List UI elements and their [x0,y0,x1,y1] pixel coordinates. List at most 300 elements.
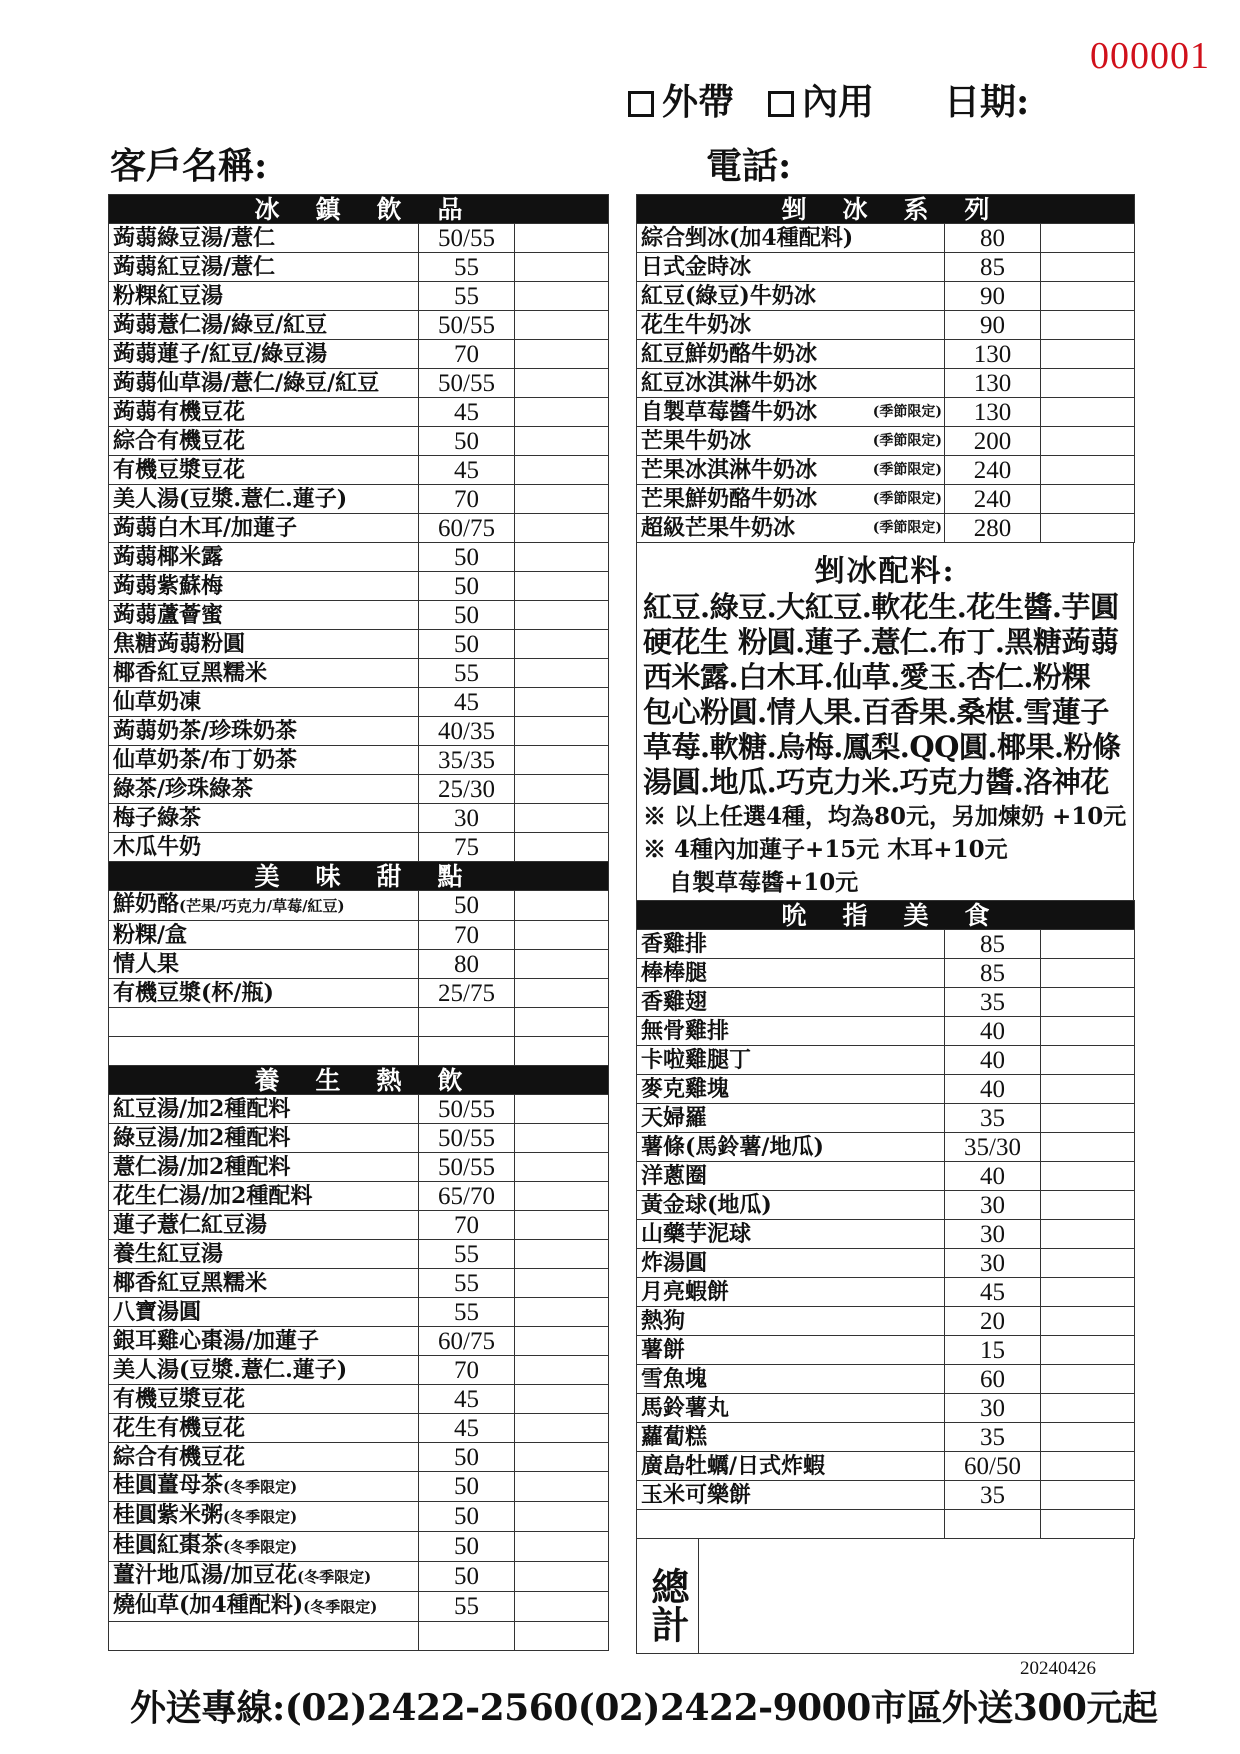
item-note: (冬季限定) [223,1508,298,1526]
menu-item-row[interactable] [637,340,1135,369]
item-name-text: 粉粿/盒 [113,921,188,948]
item-name [637,224,945,253]
item-name-text: 情人果 [113,950,180,977]
item-price: 200 [945,427,1041,456]
item-price: 30 [945,1191,1041,1220]
item-name [109,1385,419,1414]
menu-item-row[interactable] [637,1104,1135,1133]
quantity-cell[interactable] [515,1124,609,1153]
quantity-cell[interactable] [1041,427,1135,456]
quantity-cell[interactable] [1041,398,1135,427]
item-name-text: 銀耳雞心棗湯/加蓮子 [113,1327,320,1354]
item-name [637,369,945,398]
quantity-cell[interactable] [1041,514,1135,543]
quantity-cell[interactable] [515,1356,609,1385]
menu-item-row[interactable] [637,224,1135,253]
section-header [109,1066,609,1095]
menu-item-row[interactable] [109,1414,609,1443]
menu-item-row[interactable] [109,398,609,427]
item-price: 50 [419,427,515,456]
item-name-text: 蒟蒻紅豆湯/薏仁 [113,253,276,280]
item-price: 35/30 [945,1133,1041,1162]
menu-item-row[interactable] [109,485,609,514]
total-label: 總計 [637,1539,699,1653]
item-price: 70 [419,1356,515,1385]
quantity-cell[interactable] [1041,1046,1135,1075]
item-name-text: 蒟蒻紫蘇梅 [113,572,224,599]
menu-item-row[interactable] [109,891,609,921]
quantity-cell[interactable] [515,1385,609,1414]
item-name [637,1481,945,1510]
item-name-text: 有機豆漿(杯/瓶) [113,979,274,1006]
menu-item-row[interactable] [109,311,609,340]
quantity-cell[interactable] [515,572,609,601]
quantity-cell[interactable] [1041,311,1135,340]
quantity-cell[interactable] [515,804,609,833]
menu-item-row[interactable] [637,1307,1135,1336]
menu-item-row[interactable] [637,1133,1135,1162]
item-name-text: 養生紅豆湯 [113,1240,224,1267]
quantity-cell[interactable] [515,950,609,979]
quantity-cell[interactable] [1041,1220,1135,1249]
menu-item-row[interactable] [637,514,1135,543]
item-name [109,1095,419,1124]
menu-item-row[interactable] [637,1249,1135,1278]
quantity-cell[interactable] [515,543,609,572]
menu-item-row[interactable] [637,485,1135,514]
item-name [109,514,419,543]
section-header [637,901,1135,930]
item-price: 55 [419,282,515,311]
menu-item-row[interactable] [109,833,609,862]
menu-item-row[interactable] [109,601,609,630]
quantity-cell[interactable] [1041,1191,1135,1220]
quantity-cell[interactable] [1041,1017,1135,1046]
item-name-text: 花生牛奶冰 [641,311,752,338]
menu-item-row[interactable] [637,1481,1135,1510]
item-price: 55 [419,1269,515,1298]
menu-item-row[interactable] [637,1220,1135,1249]
quantity-cell[interactable] [1041,369,1135,398]
item-name [109,1240,419,1269]
takeout-label: 外帶 [662,81,735,123]
item-name-text: 蒟蒻白木耳/加蓮子 [113,514,298,541]
item-name [637,398,945,427]
item-price: 30 [945,1394,1041,1423]
quantity-cell[interactable] [515,1592,609,1622]
item-name-text: 月亮蝦餅 [641,1278,730,1305]
item-price: 15 [945,1336,1041,1365]
item-name [109,775,419,804]
item-name-text: 綜合有機豆花 [113,427,246,454]
item-price: 50/55 [419,369,515,398]
quantity-cell[interactable] [1041,1307,1135,1336]
item-name-text: 八寶湯圓 [113,1298,202,1325]
item-price [945,1510,1041,1539]
item-price: 30 [419,804,515,833]
quantity-cell[interactable] [1041,1365,1135,1394]
menu-item-row[interactable] [637,1452,1135,1481]
quantity-cell[interactable] [515,427,609,456]
menu-item-row[interactable] [109,340,609,369]
quantity-cell[interactable] [1041,1104,1135,1133]
menu-item-row[interactable] [109,1443,609,1472]
item-price: 35 [945,1481,1041,1510]
item-name-text: 蒟蒻椰米露 [113,543,224,570]
item-name-text: 蒟蒻奶茶/珍珠奶茶 [113,717,298,744]
quantity-cell[interactable] [1041,1452,1135,1481]
item-price: 35 [945,988,1041,1017]
item-name [109,1443,419,1472]
menu-item-row[interactable] [109,282,609,311]
quantity-cell[interactable] [515,891,609,921]
item-price: 25/75 [419,979,515,1008]
menu-item-row[interactable] [637,456,1135,485]
menu-item-row[interactable] [637,1017,1135,1046]
menu-item-row[interactable] [109,1356,609,1385]
quantity-cell[interactable] [1041,930,1135,959]
item-name-text: 椰香紅豆黑糯米 [113,659,268,686]
item-name-text: 蒟蒻蘆薈蜜 [113,601,224,628]
menu-item-row[interactable] [637,1336,1135,1365]
item-note: (冬季限定) [223,1478,298,1496]
item-price: 240 [945,456,1041,485]
menu-item-row[interactable] [109,717,609,746]
menu-item-row[interactable] [109,1124,609,1153]
menu-item-row[interactable] [109,1385,609,1414]
quantity-cell[interactable] [515,485,609,514]
item-name [637,253,945,282]
quantity-cell[interactable] [515,979,609,1008]
item-name [109,253,419,282]
section-title: 美味甜點 [109,862,609,891]
item-price: 50/55 [419,311,515,340]
seasonal-tag: (季節限定) [872,519,942,536]
item-price: 25/30 [419,775,515,804]
quantity-cell[interactable] [1041,1249,1135,1278]
menu-item-row[interactable] [637,930,1135,959]
menu-item-row[interactable] [109,630,609,659]
item-price: 85 [945,930,1041,959]
menu-item-row[interactable] [109,1327,609,1356]
quantity-cell[interactable] [515,1153,609,1182]
item-price: 50 [419,601,515,630]
menu-item-row[interactable] [637,282,1135,311]
quantity-cell[interactable] [515,775,609,804]
item-price: 50 [419,1443,515,1472]
quantity-cell[interactable] [515,398,609,427]
menu-item-row[interactable] [109,1211,609,1240]
menu-item-row[interactable] [637,959,1135,988]
quantity-cell[interactable] [515,253,609,282]
item-name [109,456,419,485]
menu-item-row[interactable] [109,1008,609,1037]
quantity-cell[interactable] [1041,1481,1135,1510]
quantity-cell[interactable] [1041,1278,1135,1307]
item-name-text: 薯餅 [641,1336,686,1363]
quantity-cell[interactable] [515,1182,609,1211]
menu-item-row[interactable] [637,1365,1135,1394]
section-title: 剉冰系列 [637,195,1135,224]
section-header [637,195,1135,224]
menu-item-row[interactable] [109,1153,609,1182]
menu-item-row[interactable] [109,1502,609,1532]
item-name-text: 紅豆(綠豆)牛奶冰 [641,282,816,309]
quantity-cell[interactable] [515,630,609,659]
menu-item-row[interactable] [109,1562,609,1592]
item-price: 90 [945,311,1041,340]
menu-item-row[interactable] [637,1423,1135,1452]
quantity-cell[interactable] [1041,1336,1135,1365]
topping-line: 草莓.軟糖.烏梅.鳳梨.QQ圓.椰果.粉條 [643,730,1121,764]
quantity-cell[interactable] [1041,1162,1135,1191]
quantity-cell[interactable] [515,224,609,253]
menu-item-row[interactable] [637,988,1135,1017]
quantity-cell[interactable] [515,1095,609,1124]
item-name [637,1249,945,1278]
item-price: 60 [945,1365,1041,1394]
quantity-cell[interactable] [515,1327,609,1356]
quantity-cell[interactable] [515,514,609,543]
item-name [109,1008,419,1037]
item-name-text: 山藥芋泥球 [641,1220,752,1247]
menu-item-row[interactable] [109,1592,609,1622]
item-name [637,1046,945,1075]
takeout-option[interactable] [628,74,734,125]
item-name [637,514,945,543]
menu-item-row[interactable] [109,514,609,543]
quantity-cell[interactable] [515,1443,609,1472]
section-title: 冰鎮飲品 [109,195,609,224]
item-name-text: 芒果冰淇淋牛奶冰 [641,456,818,483]
menu-item-row[interactable] [109,1622,609,1651]
item-name-text: 美人湯(豆漿.薏仁.蓮子) [113,1356,348,1383]
item-name-text: 蓮子薏仁紅豆湯 [113,1211,268,1238]
item-price: 130 [945,340,1041,369]
menu-item-row[interactable] [637,1075,1135,1104]
quantity-cell[interactable] [515,1298,609,1327]
quantity-cell[interactable] [1041,224,1135,253]
menu-item-row[interactable] [637,369,1135,398]
menu-item-row[interactable] [109,427,609,456]
quantity-cell[interactable] [515,1269,609,1298]
item-name-text: 棒棒腿 [641,959,708,986]
menu-item-row[interactable] [637,1510,1135,1539]
menu-item-row[interactable] [109,543,609,572]
menu-item-row[interactable] [109,253,609,282]
item-name-text: 蘿蔔糕 [641,1423,708,1450]
quantity-cell[interactable] [1041,1133,1135,1162]
topping-line: 硬花生 粉圓.蓮子.薏仁.布丁.黑糖蒟蒻 [643,625,1119,659]
item-name-text: 燒仙草(加4種配料) [113,1592,304,1618]
quantity-cell[interactable] [515,1414,609,1443]
menu-item-row[interactable] [109,1240,609,1269]
menu-item-row[interactable] [637,427,1135,456]
quantity-cell[interactable] [515,1472,609,1502]
item-name [109,1472,419,1502]
item-price: 20 [945,1307,1041,1336]
item-name-text: 焦糖蒟蒻粉圓 [113,630,246,657]
quantity-cell[interactable] [515,1502,609,1532]
menu-item-row[interactable] [109,688,609,717]
topping-line: 包心粉圓.情人果.百香果.桑椹.雪蓮子 [643,695,1109,729]
item-note: (冬季限定) [297,1568,372,1586]
item-name [109,688,419,717]
menu-item-row[interactable] [109,746,609,775]
item-name-text: 仙草奶茶/布丁奶茶 [113,746,298,773]
item-name-text: 綜合剉冰(加4種配料) [641,224,854,251]
menu-item-row[interactable] [109,775,609,804]
quantity-cell[interactable] [515,1622,609,1651]
item-name-text: 木瓜牛奶 [113,833,202,860]
menu-item-row[interactable] [637,311,1135,340]
menu-item-row[interactable] [637,253,1135,282]
seasonal-tag: (季節限定) [872,461,942,478]
item-price: 45 [419,1414,515,1443]
item-name-text: 粉粿紅豆湯 [113,282,224,309]
menu-item-row[interactable] [109,1532,609,1562]
dinein-option[interactable] [768,74,874,125]
menu-item-row[interactable] [109,1095,609,1124]
menu-item-row[interactable] [109,950,609,979]
menu-item-row[interactable] [109,572,609,601]
menu-item-row[interactable] [109,456,609,485]
item-note: (冬季限定) [303,1598,378,1616]
quantity-cell[interactable] [515,659,609,688]
dinein-checkbox[interactable] [768,91,794,117]
quantity-cell[interactable] [515,921,609,950]
menu-item-row[interactable] [109,1269,609,1298]
menu-item-row[interactable] [109,979,609,1008]
quantity-cell[interactable] [1041,282,1135,311]
quantity-cell[interactable] [515,1211,609,1240]
menu-item-row[interactable] [109,224,609,253]
quantity-cell[interactable] [515,688,609,717]
total-box[interactable] [636,1538,1134,1654]
item-name-text: 香雞排 [641,930,708,957]
quantity-cell[interactable] [515,311,609,340]
dinein-label: 內用 [802,81,875,123]
item-name [637,1336,945,1365]
quantity-cell[interactable] [1041,1423,1135,1452]
item-price: 45 [419,688,515,717]
item-name [637,1307,945,1336]
menu-item-row[interactable] [637,1191,1135,1220]
item-price: 60/50 [945,1452,1041,1481]
menu-item-row[interactable] [109,659,609,688]
item-price: 90 [945,282,1041,311]
item-name-text: 紅豆冰淇淋牛奶冰 [641,369,818,396]
item-name [109,1502,419,1532]
quantity-cell[interactable] [1041,1394,1135,1423]
item-name-text: 花生仁湯/加2種配料 [113,1182,313,1209]
quantity-cell[interactable] [1041,456,1135,485]
item-name [109,1182,419,1211]
quantity-cell[interactable] [515,456,609,485]
item-name [637,959,945,988]
quantity-cell[interactable] [515,1240,609,1269]
quantity-cell[interactable] [515,1008,609,1037]
item-name [109,717,419,746]
item-price: 45 [419,456,515,485]
item-name-text: 芒果鮮奶酪牛奶冰 [641,485,818,512]
item-name-text: 黃金球(地瓜) [641,1191,772,1218]
item-price: 65/70 [419,1182,515,1211]
item-price: 240 [945,485,1041,514]
item-name-text: 蒟蒻綠豆湯/薏仁 [113,224,276,251]
toppings-panel [636,542,1134,902]
item-price: 35 [945,1423,1041,1452]
item-price: 55 [419,1592,515,1622]
item-price: 40/35 [419,717,515,746]
item-name-text: 蒟蒻薏仁湯/綠豆/紅豆 [113,311,328,338]
item-price: 30 [945,1220,1041,1249]
item-name-text: 有機豆漿豆花 [113,1385,246,1412]
quantity-cell[interactable] [515,717,609,746]
item-name [637,1162,945,1191]
item-price: 50 [419,891,515,921]
menu-item-row[interactable] [109,1472,609,1502]
menu-item-row[interactable] [637,1046,1135,1075]
menu-item-row[interactable] [109,1298,609,1327]
item-price: 50 [419,543,515,572]
quantity-cell[interactable] [515,746,609,775]
menu-item-row[interactable] [109,804,609,833]
item-name-text: 綜合有機豆花 [113,1443,246,1470]
item-name-text: 桂圓薑母茶 [113,1472,224,1498]
quantity-cell[interactable] [515,1037,609,1066]
left-menu-table [108,194,609,1651]
menu-item-row[interactable] [637,1278,1135,1307]
quantity-cell[interactable] [1041,340,1135,369]
item-price: 40 [945,1046,1041,1075]
takeout-checkbox[interactable] [628,91,654,117]
quantity-cell[interactable] [1041,1075,1135,1104]
quantity-cell[interactable] [515,369,609,398]
menu-item-row[interactable] [109,369,609,398]
snacks-table [636,900,1135,1539]
menu-item-row[interactable] [637,1394,1135,1423]
quantity-cell[interactable] [515,833,609,862]
item-price: 60/75 [419,1327,515,1356]
menu-item-row[interactable] [109,921,609,950]
quantity-cell[interactable] [515,601,609,630]
quantity-cell[interactable] [1041,959,1135,988]
quantity-cell[interactable] [515,282,609,311]
menu-item-row[interactable] [109,1037,609,1066]
item-name [637,988,945,1017]
quantity-cell[interactable] [1041,253,1135,282]
seasonal-tag: (季節限定) [872,490,942,507]
menu-item-row[interactable] [637,1162,1135,1191]
item-name [109,1153,419,1182]
item-name-text: 香雞翅 [641,988,708,1015]
menu-item-row[interactable] [637,398,1135,427]
item-name [109,833,419,862]
quantity-cell[interactable] [1041,988,1135,1017]
quantity-cell[interactable] [515,1562,609,1592]
quantity-cell[interactable] [515,1532,609,1562]
item-name-text: 薯條(馬鈴薯/地瓜) [641,1133,824,1160]
item-name [109,1414,419,1443]
menu-item-row[interactable] [109,1182,609,1211]
item-name [637,282,945,311]
item-price: 75 [419,833,515,862]
shaved-ice-table [636,194,1135,543]
quantity-cell[interactable] [1041,485,1135,514]
quantity-cell[interactable] [515,340,609,369]
quantity-cell[interactable] [1041,1510,1135,1539]
